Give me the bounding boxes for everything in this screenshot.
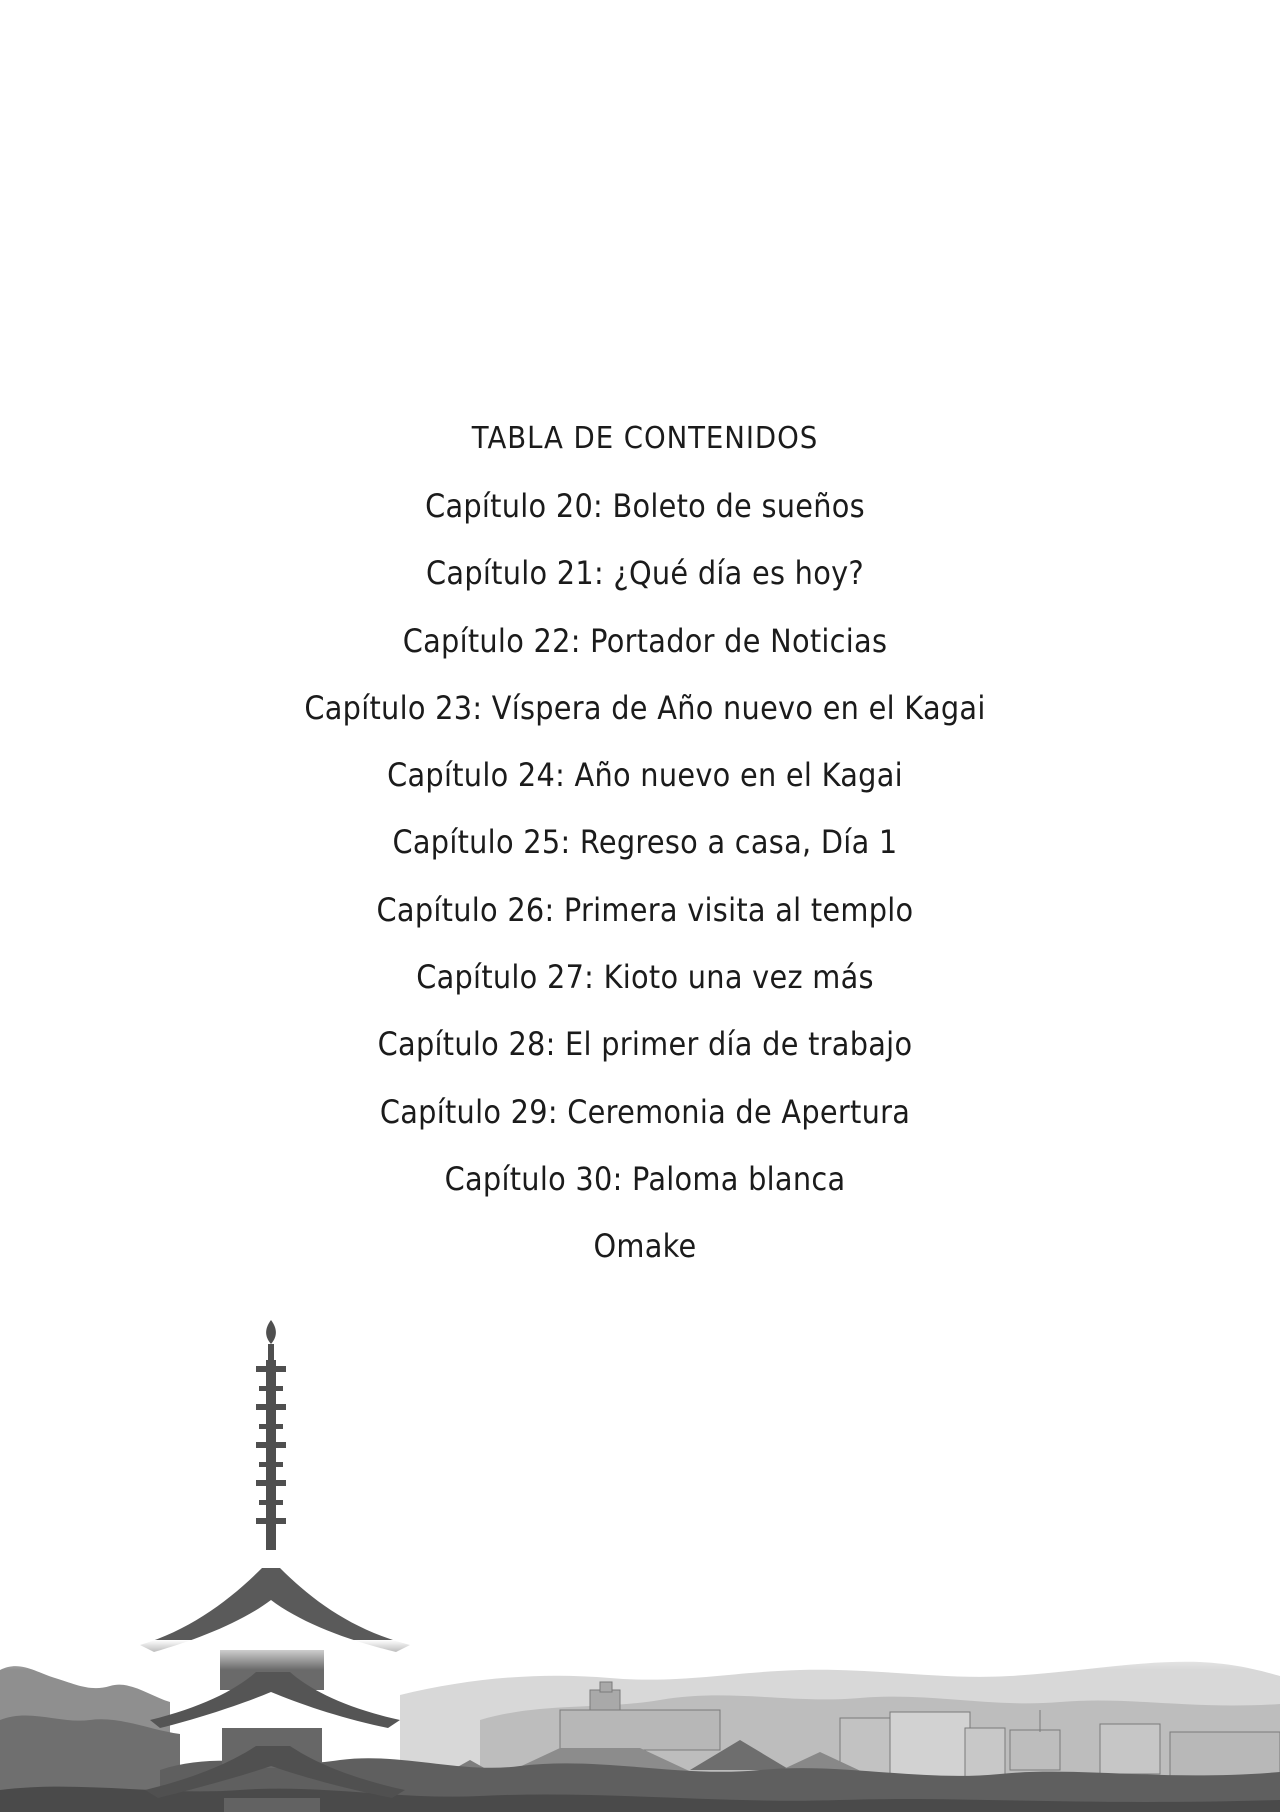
table-of-contents [0,414,1280,1289]
toc-title: TABLA DE CONTENIDOS [471,421,819,456]
toc-item-chapter-24: Capítulo 24: Año nuevo en el Kagai [387,756,903,795]
toc-item-chapter-30: Capítulo 30: Paloma blanca [444,1159,846,1198]
toc-item-chapter-20: Capítulo 20: Boleto de sueños [425,487,865,525]
toc-item-chapter-21: Capítulo 21: ¿Qué día es hoy? [426,554,864,593]
toc-item-chapter-22: Capítulo 22: Portador de Noticias [402,621,888,660]
toc-item-chapter-28: Capítulo 28: El primer día de trabajo [377,1025,913,1064]
toc-item-chapter-27: Capítulo 27: Kioto una vez más [416,958,874,997]
toc-item-omake: Omake [593,1227,697,1266]
toc-item-chapter-25: Capítulo 25: Regreso a casa, Día 1 [392,823,898,862]
toc-item-chapter-23: Capítulo 23: Víspera de Año nuevo en el Kagai [304,688,986,727]
toc-list [0,481,1280,1289]
kyoto-skyline-illustration [0,1300,1280,1812]
toc-item-chapter-26: Capítulo 26: Primera visita al templo [376,890,914,929]
toc-item-chapter-29: Capítulo 29: Ceremonia de Apertura [379,1092,911,1131]
pagoda [140,1320,410,1812]
